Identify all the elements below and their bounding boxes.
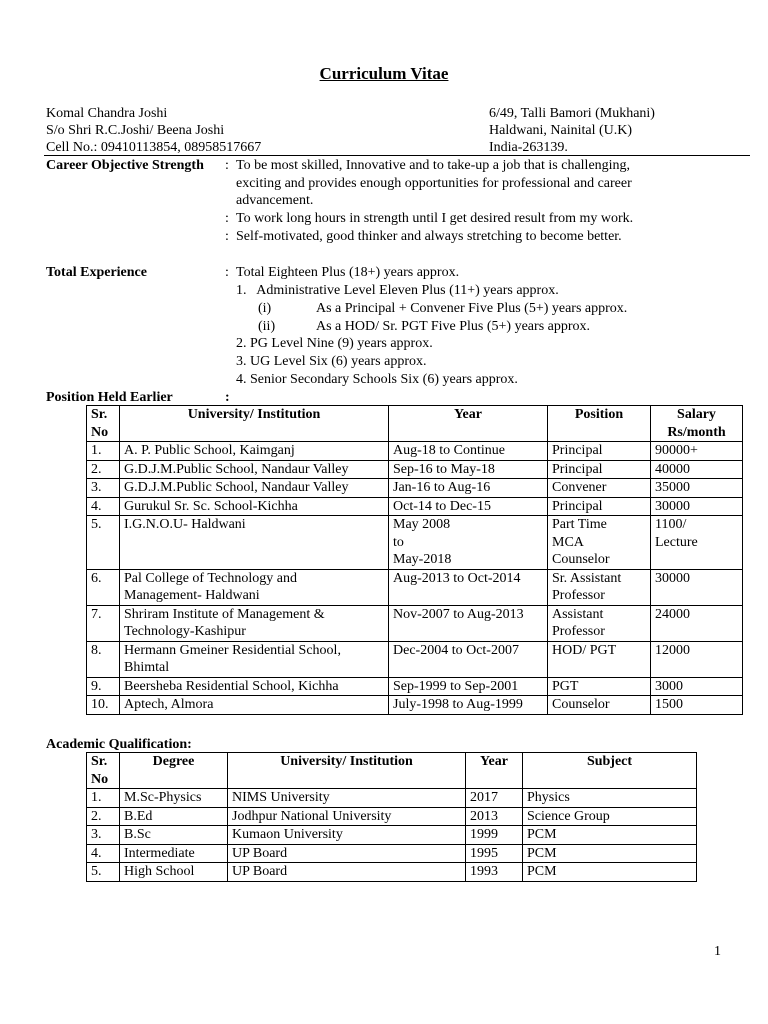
experience-sub-ii-number: (ii) (258, 319, 276, 334)
cell-year: Oct-14 to Dec-15 (389, 497, 548, 516)
cell-institution: Beersheba Residential School, Kichha (120, 677, 389, 696)
address-line-2: Haldwani, Nainital (U.K) (489, 123, 633, 138)
cell-sr-no: 5. (87, 863, 120, 882)
cell-sr-no: 8. (87, 641, 120, 677)
cell-sr-no: 5. (87, 516, 120, 570)
cell-institution: UP Board (228, 863, 466, 882)
cell-sr-no: 7. (87, 605, 120, 641)
cell-year: Aug-18 to Continue (389, 442, 548, 461)
cell-position: PGT (548, 677, 651, 696)
objective-colon-2: : (225, 211, 229, 226)
cell-sr-no: 10. (87, 696, 120, 715)
cell-institution: Shriram Institute of Management & Technology-Kashipur (120, 605, 389, 641)
cell-salary: 12000 (651, 641, 743, 677)
table-row (87, 863, 697, 882)
experience-sub-i-number: (i) (258, 301, 272, 316)
cell-year: Aug-2013 to Oct-2014 (389, 569, 548, 605)
experience-label: Total Experience (46, 265, 147, 280)
positions-colon: : (225, 390, 230, 405)
cell-year: 2017 (466, 789, 523, 808)
table-row (87, 677, 743, 696)
table-row (87, 641, 743, 677)
cell-position: Convener (548, 479, 651, 498)
experience-sub-ii: As a HOD/ Sr. PGT Five Plus (5+) years approx. (316, 319, 591, 334)
cell-year: 2013 (466, 807, 523, 826)
header-salary: Salary Rs/month (651, 406, 743, 442)
cell-institution: Pal College of Technology and Management- Haldwani (120, 569, 389, 605)
cell-sr-no: 3. (87, 479, 120, 498)
cell-number: Cell No.: 09410113854, 08958517667 (46, 140, 262, 155)
cell-subject: Science Group (523, 807, 697, 826)
page-title: Curriculum Vitae (319, 64, 449, 83)
cell-institution: NIMS University (228, 789, 466, 808)
cell-salary: 30000 (651, 569, 743, 605)
table-row (87, 789, 697, 808)
cell-sr-no: 1. (87, 442, 120, 461)
cell-salary: 1500 (651, 696, 743, 715)
cell-degree: B.Ed (120, 807, 228, 826)
cell-sr-no: 6. (87, 569, 120, 605)
page-number: 1 (714, 944, 721, 959)
positions-table (86, 405, 743, 715)
cell-institution: UP Board (228, 844, 466, 863)
academic-table (86, 752, 697, 882)
experience-item-3: 3. UG Level Six (6) years approx. (236, 354, 427, 369)
cell-year: 1999 (466, 826, 523, 845)
header-institution: University/ Institution (120, 406, 389, 442)
table-row (87, 844, 697, 863)
cell-salary: 3000 (651, 677, 743, 696)
objective-colon-3: : (225, 229, 229, 244)
cell-institution: G.D.J.M.Public School, Nandaur Valley (120, 460, 389, 479)
cell-degree: B.Sc (120, 826, 228, 845)
cell-position: Principal (548, 442, 651, 461)
positions-label: Position Held Earlier (46, 390, 173, 405)
experience-sub-i: As a Principal + Convener Five Plus (5+) years approx. (316, 301, 628, 316)
cell-degree: Intermediate (120, 844, 228, 863)
address-line-3: India-263139. (489, 140, 568, 155)
header-sr-no: Sr. No (87, 753, 120, 789)
header-divider (44, 155, 750, 156)
cell-sr-no: 4. (87, 844, 120, 863)
header-year: Year (389, 406, 548, 442)
experience-item-2: 2. PG Level Nine (9) years approx. (236, 336, 433, 351)
table-row (87, 696, 743, 715)
address-line-1: 6/49, Talli Bamori (Mukhani) (489, 106, 655, 121)
cell-sr-no: 9. (87, 677, 120, 696)
table-row (87, 460, 743, 479)
cell-position: Counselor (548, 696, 651, 715)
cell-salary: 24000 (651, 605, 743, 641)
cell-degree: M.Sc-Physics (120, 789, 228, 808)
experience-total: Total Eighteen Plus (18+) years approx. (236, 265, 460, 280)
header-subject: Subject (523, 753, 697, 789)
cell-salary: 90000+ (651, 442, 743, 461)
cell-position: Part Time MCA Counselor (548, 516, 651, 570)
cell-institution: A. P. Public School, Kaimganj (120, 442, 389, 461)
experience-colon: : (225, 265, 229, 280)
cell-year: Dec-2004 to Oct-2007 (389, 641, 548, 677)
cell-sr-no: 3. (87, 826, 120, 845)
table-row (87, 569, 743, 605)
candidate-name: Komal Chandra Joshi (46, 106, 168, 121)
objective-text-line-1: To be most skilled, Innovative and to take-up a job that is challenging, (236, 158, 631, 173)
cell-position: Principal (548, 497, 651, 516)
header-sr-no: Sr. No (87, 406, 120, 442)
table-row (87, 807, 697, 826)
cell-year: Nov-2007 to Aug-2013 (389, 605, 548, 641)
table-row (87, 605, 743, 641)
cell-sr-no: 2. (87, 460, 120, 479)
cell-sr-no: 2. (87, 807, 120, 826)
cell-sr-no: 1. (87, 789, 120, 808)
academic-header-row (87, 753, 697, 789)
cell-year: May 2008 to May-2018 (389, 516, 548, 570)
cell-year: Sep-16 to May-18 (389, 460, 548, 479)
cell-institution: Hermann Gmeiner Residential School, Bhimtal (120, 641, 389, 677)
cell-degree: High School (120, 863, 228, 882)
header-position: Position (548, 406, 651, 442)
cell-year: 1993 (466, 863, 523, 882)
cell-subject: PCM (523, 844, 697, 863)
cell-position: Assistant Professor (548, 605, 651, 641)
cell-subject: PCM (523, 826, 697, 845)
cell-institution: Aptech, Almora (120, 696, 389, 715)
cell-year: 1995 (466, 844, 523, 863)
cell-year: Jan-16 to Aug-16 (389, 479, 548, 498)
cell-salary: 30000 (651, 497, 743, 516)
table-row (87, 479, 743, 498)
cell-subject: Physics (523, 789, 697, 808)
cell-institution: Kumaon University (228, 826, 466, 845)
cell-institution: I.G.N.O.U- Haldwani (120, 516, 389, 570)
objective-point-3: Self-motivated, good thinker and always stretching to become better. (236, 229, 622, 244)
cell-salary: 35000 (651, 479, 743, 498)
objective-colon-1: : (225, 158, 229, 173)
cell-year: Sep-1999 to Sep-2001 (389, 677, 548, 696)
header-degree: Degree (120, 753, 228, 789)
cell-institution: Gurukul Sr. Sc. School-Kichha (120, 497, 389, 516)
cell-salary: 1100/ Lecture (651, 516, 743, 570)
cell-subject: PCM (523, 863, 697, 882)
cell-year: July-1998 to Aug-1999 (389, 696, 548, 715)
objective-text-line-2: exciting and provides enough opportunities for professional and career (236, 176, 632, 191)
positions-header-row (87, 406, 743, 442)
cell-institution: G.D.J.M.Public School, Nandaur Valley (120, 479, 389, 498)
cell-position: HOD/ PGT (548, 641, 651, 677)
cell-position: Sr. Assistant Professor (548, 569, 651, 605)
academic-label: Academic Qualification: (46, 737, 192, 752)
cell-sr-no: 4. (87, 497, 120, 516)
objective-point-2: To work long hours in strength until I get desired result from my work. (236, 211, 634, 226)
table-row (87, 497, 743, 516)
table-row (87, 826, 697, 845)
cell-institution: Jodhpur National University (228, 807, 466, 826)
cell-salary: 40000 (651, 460, 743, 479)
table-row (87, 442, 743, 461)
header-year: Year (466, 753, 523, 789)
experience-item-1: 1. Administrative Level Eleven Plus (11+) years approx. (236, 283, 559, 298)
header-institution: University/ Institution (228, 753, 466, 789)
parents-line: S/o Shri R.C.Joshi/ Beena Joshi (46, 123, 225, 138)
cell-position: Principal (548, 460, 651, 479)
objective-label: Career Objective Strength (46, 158, 204, 173)
objective-text-line-3: advancement. (236, 193, 314, 208)
table-row (87, 516, 743, 570)
experience-item-4: 4. Senior Secondary Schools Six (6) years approx. (236, 372, 518, 387)
